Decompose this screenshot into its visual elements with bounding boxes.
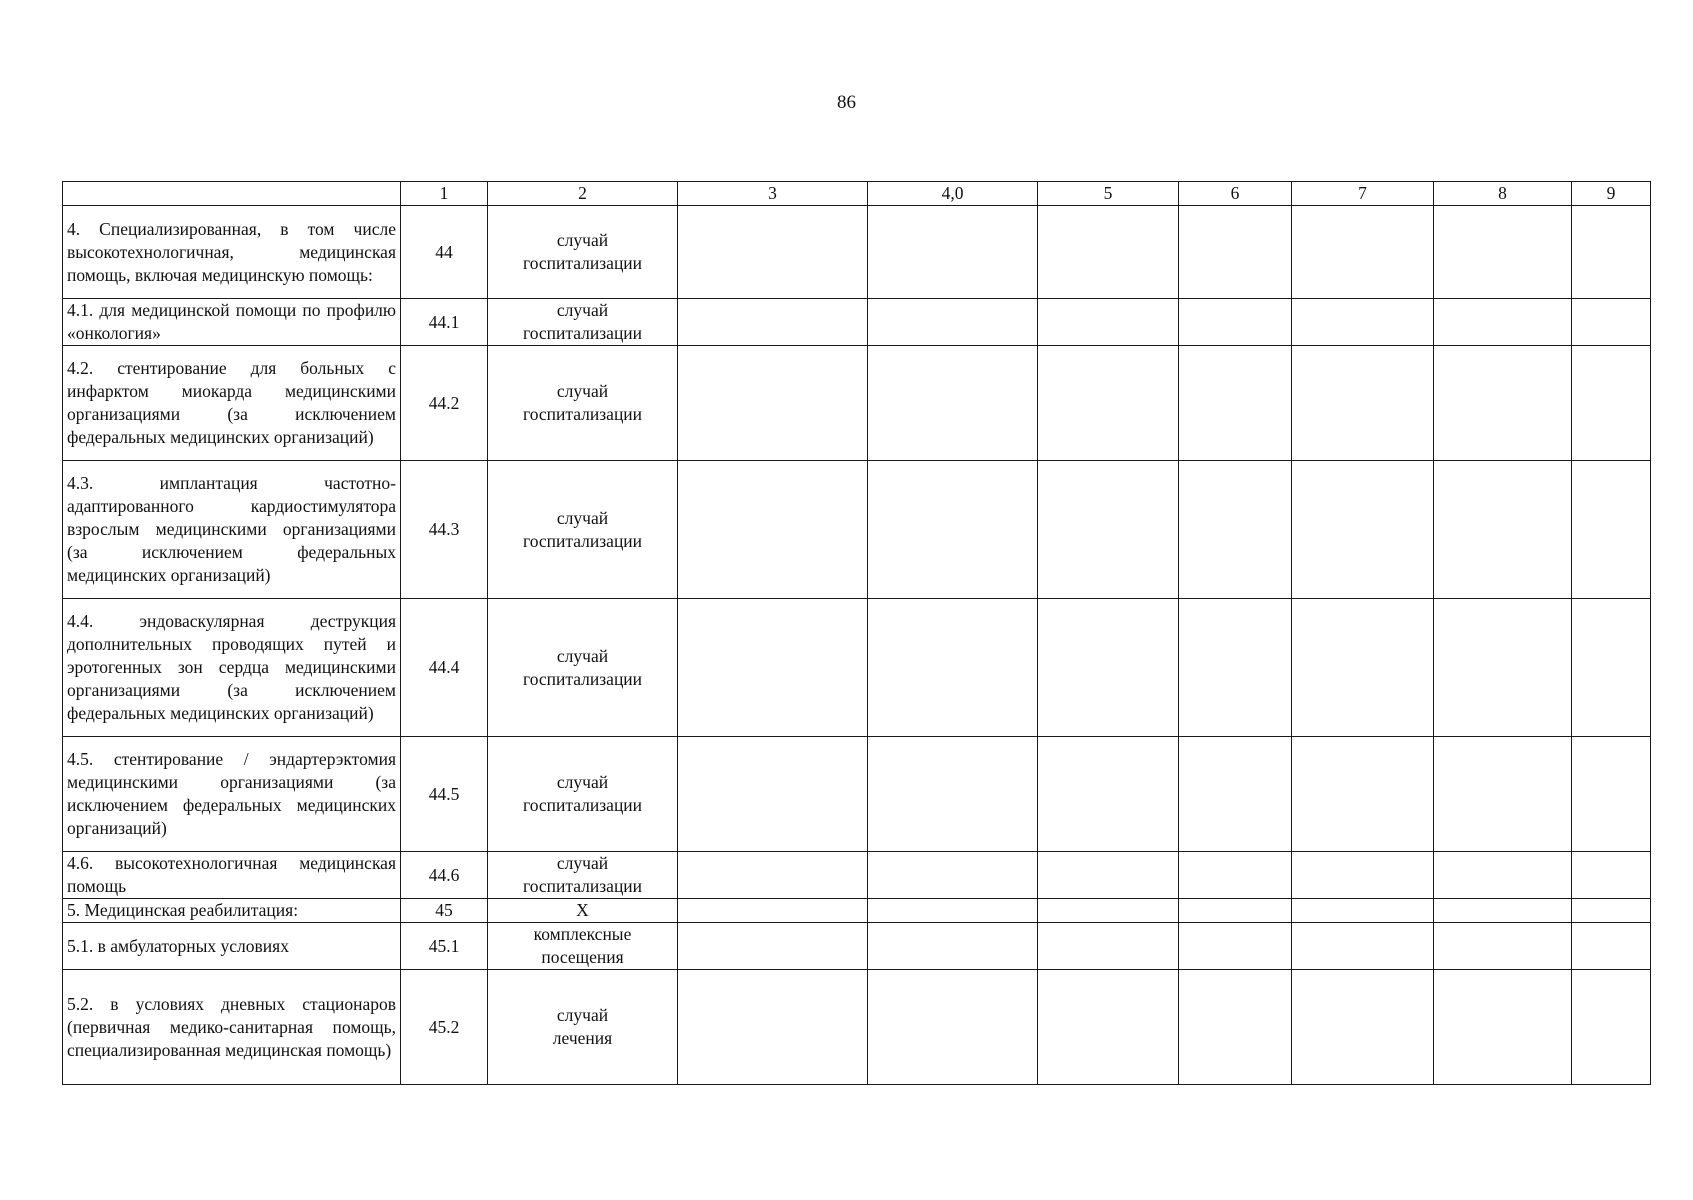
row-code: 44.6 [401,852,488,899]
unit-line: случай [556,772,609,792]
empty-value-cell [1292,852,1434,899]
row-indicator-name: 4.5. стентирование / эндартерэктомия медицинскими организациями (за исключением федеральных медицинских организаций) [63,737,401,852]
unit-line: госпитализации [522,323,643,343]
unit-line: госпитализации [522,530,643,551]
empty-value-cell [1572,461,1651,599]
table-row [63,899,1651,923]
row-indicator-name: 4.1. для медицинской помощи по профилю «онкология» [63,299,401,346]
empty-value-cell [1038,346,1179,461]
row-code: 44.1 [401,299,488,346]
empty-value-cell [1434,599,1572,737]
unit-line: случай [556,507,609,528]
empty-value-cell [678,899,868,923]
empty-value-cell [1434,206,1572,299]
row-unit [488,461,678,599]
empty-value-cell [1434,899,1572,923]
empty-value-cell [1572,737,1651,852]
unit-line: лечения [552,1028,613,1048]
empty-value-cell [1038,599,1179,737]
empty-value-cell [868,737,1038,852]
empty-value-cell [1572,923,1651,970]
empty-value-cell [1038,206,1179,299]
unit-line: случай [556,853,609,873]
empty-value-cell [1572,899,1651,923]
table-row [63,299,1651,346]
empty-value-cell [1038,899,1179,923]
empty-value-cell [1572,206,1651,299]
row-code: 45 [401,899,488,923]
row-unit [488,923,678,970]
unit-line: госпитализации [522,795,643,815]
empty-value-cell [868,299,1038,346]
empty-value-cell [868,461,1038,599]
unit-line: госпитализации [522,876,643,896]
table-row [63,923,1651,970]
header-cell: 1 [401,182,488,206]
row-indicator-name: 5.1. в амбулаторных условиях [63,923,401,970]
row-indicator-name: 4. Специализированная, в том числе высокотехнологичная, медицинская помощь, включая медицинскую помощь: [63,206,401,299]
empty-value-cell [868,970,1038,1085]
row-unit [488,970,678,1085]
empty-value-cell [1179,923,1292,970]
unit-line: случай [556,381,609,401]
header-cell: 7 [1292,182,1434,206]
empty-value-cell [1434,461,1572,599]
empty-value-cell [678,299,868,346]
empty-value-cell [678,970,868,1085]
empty-value-cell [1434,970,1572,1085]
empty-value-cell [1292,599,1434,737]
row-indicator-name: 4.3. имплантация частотно-адаптированного кардиостимулятора взрослым медицинскими организациями (за исключением федеральных медицинских организаций) [63,461,401,599]
empty-value-cell [1292,737,1434,852]
empty-value-cell [1038,970,1179,1085]
empty-value-cell [1292,346,1434,461]
empty-value-cell [1179,599,1292,737]
empty-value-cell [868,899,1038,923]
row-indicator-name: 5.2. в условиях дневных стационаров (первичная медико-санитарная помощь, специализированная медицинская помощь) [63,970,401,1085]
empty-value-cell [1179,461,1292,599]
row-unit [488,599,678,737]
data-table [62,181,1651,1085]
empty-value-cell [1434,737,1572,852]
empty-value-cell [1434,346,1572,461]
empty-value-cell [1038,737,1179,852]
table-row [63,206,1651,299]
empty-value-cell [678,599,868,737]
empty-value-cell [1434,852,1572,899]
empty-value-cell [868,923,1038,970]
empty-value-cell [1179,299,1292,346]
column-number-row [63,182,1651,206]
header-cell: 2 [488,182,678,206]
header-cell: 6 [1179,182,1292,206]
empty-value-cell [1434,299,1572,346]
empty-value-cell [1292,299,1434,346]
empty-value-cell [678,923,868,970]
unit-line: комплексные [533,924,632,944]
empty-value-cell [1572,299,1651,346]
empty-value-cell [678,346,868,461]
unit-line: случай [556,300,609,320]
header-cell: 4,0 [868,182,1038,206]
row-unit [488,299,678,346]
row-unit [488,737,678,852]
row-unit [488,206,678,299]
unit-line: госпитализации [522,253,643,273]
empty-value-cell [1179,737,1292,852]
header-cell: 8 [1434,182,1572,206]
empty-value-cell [1038,461,1179,599]
empty-value-cell [1179,852,1292,899]
unit-line: случай [556,645,609,666]
empty-value-cell [868,206,1038,299]
unit-line: посещения [541,947,624,967]
empty-value-cell [1572,599,1651,737]
row-unit [488,899,678,923]
row-code: 45.2 [401,970,488,1085]
row-code: 44 [401,206,488,299]
row-indicator-name: 4.2. стентирование для больных с инфарктом миокарда медицинскими организациями (за исключением федеральных медицинских организаций) [63,346,401,461]
unit-line: госпитализации [522,404,643,424]
empty-value-cell [868,852,1038,899]
row-unit [488,852,678,899]
empty-value-cell [678,461,868,599]
header-cell: 5 [1038,182,1179,206]
table-row [63,599,1651,737]
unit-line: Х [576,900,589,920]
empty-value-cell [1572,970,1651,1085]
empty-value-cell [1292,461,1434,599]
page-number: 86 [837,92,856,113]
empty-value-cell [868,599,1038,737]
row-code: 44.3 [401,461,488,599]
empty-value-cell [1434,923,1572,970]
empty-value-cell [1179,206,1292,299]
header-cell: 9 [1572,182,1651,206]
empty-value-cell [1038,852,1179,899]
row-indicator-name: 5. Медицинская реабилитация: [63,899,401,923]
row-code: 44.2 [401,346,488,461]
unit-line: госпитализации [522,668,643,689]
empty-value-cell [1038,923,1179,970]
row-unit [488,346,678,461]
empty-value-cell [678,852,868,899]
row-code: 45.1 [401,923,488,970]
unit-line: случай [556,230,609,250]
row-code: 44.4 [401,599,488,737]
empty-value-cell [1179,346,1292,461]
table-row [63,346,1651,461]
empty-value-cell [1292,923,1434,970]
header-cell [63,182,401,206]
header-cell: 3 [678,182,868,206]
empty-value-cell [1572,852,1651,899]
empty-value-cell [868,346,1038,461]
empty-value-cell [1179,970,1292,1085]
table-row [63,461,1651,599]
empty-value-cell [1572,346,1651,461]
empty-value-cell [1038,299,1179,346]
row-indicator-name: 4.4. эндоваскулярная деструкция дополнительных проводящих путей и эротогенных зон сердца медицинскими организациями (за исключением федеральных медицинских организаций) [63,599,401,737]
empty-value-cell [1292,899,1434,923]
empty-value-cell [678,737,868,852]
row-indicator-name: 4.6. высокотехнологичная медицинская помощь [63,852,401,899]
unit-line: случай [556,1005,609,1025]
empty-value-cell [1292,970,1434,1085]
empty-value-cell [1292,206,1434,299]
empty-value-cell [678,206,868,299]
table-row [63,852,1651,899]
empty-value-cell [1179,899,1292,923]
row-code: 44.5 [401,737,488,852]
table-row [63,737,1651,852]
table-row [63,970,1651,1085]
